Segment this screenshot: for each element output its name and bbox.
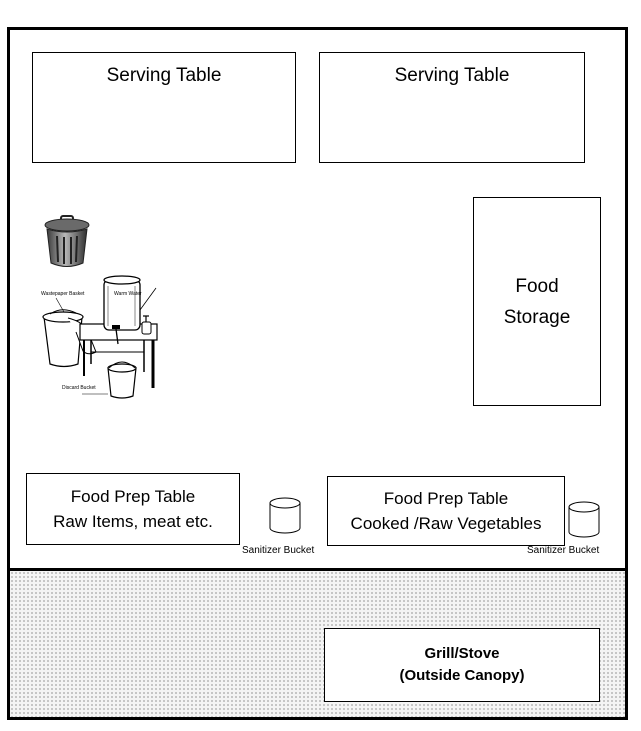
grill-subtitle: (Outside Canopy) [399,667,525,684]
prep-table-title: Food Prep Table [70,487,196,506]
sanitizer-bucket-caption: Sanitizer Bucket [242,545,315,556]
discard-bucket-label: Discard Bucket [62,385,96,391]
sanitizer-bucket-icon [268,496,302,536]
food-prep-table-cooked [327,476,565,546]
prep-table-subtitle: Cooked /Raw Vegetables [350,514,542,533]
grill-stove [324,628,600,702]
prep-table-title: Food Prep Table [383,489,509,508]
food-storage-label-2: Storage [503,306,571,328]
food-storage [473,197,601,406]
trash-can-icon [42,214,92,270]
serving-table-label: Serving Table [394,65,510,86]
sanitizer-bucket-caption: Sanitizer Bucket [527,545,600,556]
food-storage-label-1: Food [515,275,559,297]
grill-title: Grill/Stove [424,645,500,662]
prep-table-subtitle: Raw Items, meat etc. [53,512,213,531]
sanitizer-bucket-icon [567,500,601,540]
serving-table-right [319,52,585,163]
serving-table-left [32,52,296,163]
handwash-station-illustration [36,272,162,402]
food-prep-table-raw [26,473,240,545]
serving-table-label: Serving Table [106,65,222,86]
warm-water-label: Warm Water [114,291,142,297]
wastepaper-basket-label: Wastepaper Basket [41,291,85,297]
